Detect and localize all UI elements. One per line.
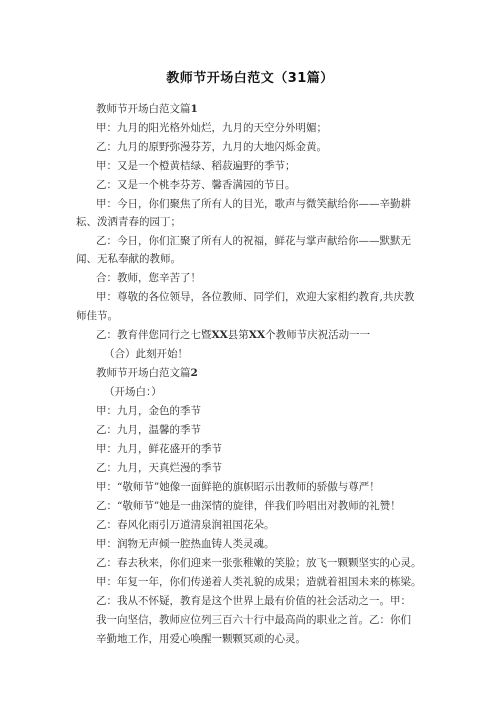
dialogue-line: 甲：九月的阳光格外灿烂，九月的天空分外明媚； (96, 122, 327, 134)
dialogue-line: 甲：九月，鲜花盛开的季节 (96, 443, 222, 455)
dialogue-line: 乙：又是一个桃李芬芳、馨香满园的节日。 (96, 179, 296, 191)
dialogue-line: 乙：九月，温馨的季节 (96, 424, 201, 436)
dialogue-line: 乙：春去秋来，你们迎来一张张稚嫩的笑脸；放飞一颗颗坚实的心灵。 (96, 557, 422, 569)
dialogue-line: 甲：“敬师节”她像一面鲜艳的旗帜昭示出教师的骄傲与尊严！ (96, 481, 380, 493)
dialogue-line-continued: 师佳节。 (76, 310, 118, 322)
dialogue-line-continued: 辛勤地工作，用爱心唤醒一颗颗冥顽的心灵。 (96, 633, 306, 645)
dialogue-line: 甲：尊敬的各位领导，各位教师、同学们，欢迎大家相约教育,共庆教 (96, 291, 415, 303)
dialogue-line: 乙：教育伴您同行之七暨XX县第XX个教师节庆祝活动一一 (96, 329, 371, 341)
dialogue-line: 乙：九月的原野弥漫芬芳，九月的大地闪烁金黄。 (96, 141, 327, 153)
dialogue-line: 甲：九月，金色的季节 (96, 405, 201, 417)
dialogue-line: 乙：“敬师节”她是一曲深情的旋律，伴我们吟唱出对教师的礼赞！ (96, 500, 401, 512)
dialogue-line-continued: 闻、无私奉献的教师。 (76, 253, 181, 265)
dialogue-line: 甲：今日，你们聚焦了所有人的目光，歌声与微笑献给你——辛勤耕 (96, 198, 411, 210)
part-number: 1 (190, 103, 198, 115)
dialogue-line-continued: 我一向坚信，教师应位列三百六十行中最高尚的职业之首。乙：你们 (96, 614, 411, 626)
document-title: 教师节开场白范文（31篇） (166, 71, 334, 86)
part-number: 2 (190, 367, 198, 379)
heading-part-2: 教师节开场白范文篇2 (96, 367, 198, 379)
placeholder-xx: XX (211, 329, 228, 341)
dialogue-line: 甲：润物无声倾一腔热血铸人类灵魂。 (96, 538, 275, 550)
placeholder-xx: XX (248, 329, 266, 341)
dialogue-line: 合：教师，您辛苦了！ (96, 272, 201, 284)
dialogue-line: 甲：又是一个橙黄桔绿、稻菽遍野的季节； (96, 160, 296, 172)
dialogue-line: 乙：九月，天真烂漫的季节 (96, 462, 222, 474)
dialogue-line: 乙：今日，你们汇聚了所有人的祝福，鲜花与掌声献给你——默默无 (96, 235, 411, 247)
dialogue-line: （开场白：） (104, 386, 162, 398)
dialogue-line: 甲：年复一年，你们传递着人类礼貌的成果；造就着祖国未来的栋梁。 (96, 576, 422, 588)
dialogue-line: 乙：春风化雨引万道清泉润祖国花朵。 (96, 519, 275, 531)
dialogue-line: （合）此刻开始！ (104, 348, 188, 360)
heading-part-1: 教师节开场白范文篇1 (96, 103, 198, 115)
dialogue-line-continued: 耘、泼洒青春的园丁； (76, 216, 181, 228)
dialogue-line: 乙：我从不怀疑，教育是这个世界上最有价值的社会活动之一。甲： (96, 595, 411, 607)
